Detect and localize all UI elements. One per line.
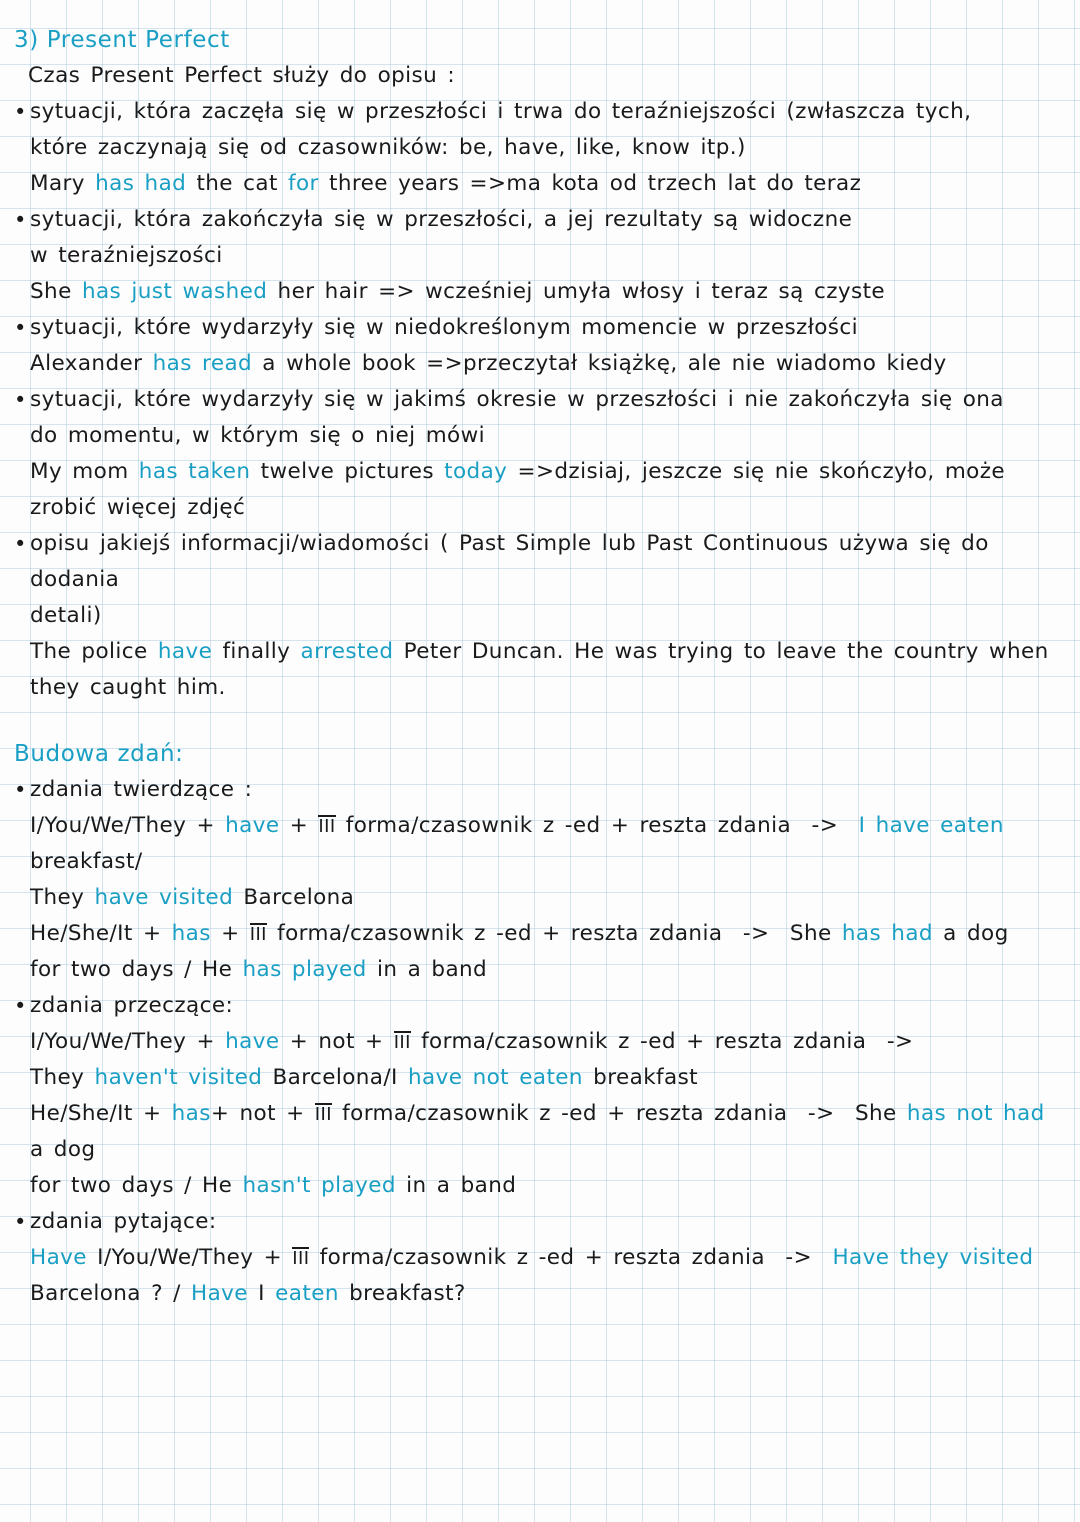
- bullet-dot-icon: •: [14, 100, 27, 124]
- highlighted-text: has: [171, 1101, 211, 1126]
- highlighted-text: I have eaten: [858, 813, 1004, 838]
- highlighted-text: has had: [95, 171, 187, 196]
- structure-formula-line: [14, 1276, 1054, 1312]
- example-sentence-continued: zrobić więcej zdjęć: [30, 495, 246, 520]
- plain-text: I/You/We/They +: [30, 1029, 226, 1054]
- bullet-dot-icon: •: [14, 388, 27, 412]
- usage-text-line: które zaczynają się od czasowników: be, have, like, know itp.): [30, 135, 746, 160]
- structure-formula-line: [14, 880, 1054, 916]
- usage-text-line: sytuacji, które wydarzyły się w niedokreślonym momencie w przeszłości: [30, 315, 859, 340]
- plain-text: twelve pictures: [250, 459, 445, 484]
- usage-bullet: [14, 94, 1054, 166]
- usage-text-line: detali): [30, 603, 102, 628]
- page-title: 3) Present Perfect: [14, 27, 230, 53]
- highlighted-text: has taken: [138, 459, 251, 484]
- bullet-dot-icon: •: [14, 778, 27, 802]
- section-structure-title: Budowa zdań:: [14, 741, 184, 767]
- plain-text: finally: [212, 639, 301, 664]
- plain-text: her hair => wcześniej umyła włosy i teraz są czyste: [267, 279, 886, 304]
- usage-bullet-body: [30, 526, 1054, 634]
- plain-text: The police: [30, 639, 158, 664]
- highlighted-text: has played: [242, 957, 367, 982]
- highlighted-text: has: [171, 921, 211, 946]
- plain-text: Mary: [30, 171, 96, 196]
- plain-text: breakfast/: [30, 813, 1015, 874]
- plain-text: + not +: [210, 1101, 315, 1126]
- plain-text: forma/czasownik z -ed + reszta zdania -> She: [331, 1101, 907, 1126]
- plain-text: forma/czasownik z -ed + reszta zdania ->: [410, 1029, 914, 1054]
- plain-text: III: [314, 1104, 332, 1125]
- plain-text: Barcelona ? /: [30, 1281, 192, 1306]
- plain-text: III: [393, 1032, 411, 1053]
- plain-text: breakfast: [582, 1065, 699, 1090]
- plain-text: He/She/It +: [30, 921, 172, 946]
- highlighted-text: Have: [191, 1281, 248, 1306]
- example-sentence-continued: they caught him.: [30, 675, 226, 700]
- intro-text: Czas Present Perfect służy do opisu :: [28, 63, 456, 88]
- bullet-dot-icon: •: [14, 1210, 27, 1234]
- structure-formula-line: [14, 1240, 1054, 1276]
- plain-text: + not +: [279, 1029, 394, 1054]
- bullet-dot-icon: •: [14, 208, 27, 232]
- plain-text: Peter Duncan. He was trying to leave the country when: [393, 639, 1049, 664]
- usage-text-line: sytuacji, która zaczęła się w przeszłości i trwa do teraźniejszości (zwłaszcza tych,: [30, 99, 972, 124]
- usage-bullet-body: [30, 94, 1054, 166]
- structure-formula-line: [14, 916, 1054, 952]
- usage-bullet: [14, 526, 1054, 634]
- plain-text: +: [279, 813, 319, 838]
- plain-text: I: [247, 1281, 276, 1306]
- plain-text: He/She/It +: [30, 1101, 172, 1126]
- highlighted-text: have: [225, 1029, 280, 1054]
- plain-text: Alexander: [30, 351, 153, 376]
- structure-formula-line: [14, 1024, 1054, 1060]
- plain-text: a dog: [30, 1101, 1055, 1162]
- usage-text-line: sytuacji, która zakończyła się w przeszłości, a jej rezultaty są widoczne: [30, 207, 853, 232]
- plain-text: I/You/We/They +: [86, 1245, 293, 1270]
- plain-text: III: [318, 816, 336, 837]
- highlighted-text: has had: [841, 921, 933, 946]
- highlighted-text: have not eaten: [408, 1065, 583, 1090]
- highlighted-text: has just washed: [81, 279, 268, 304]
- plain-text: She: [30, 279, 82, 304]
- plain-text: =>dzisiaj, jeszcze się nie skończyło, może: [507, 459, 1006, 484]
- structure-formula-line: [14, 952, 1054, 988]
- structure-formula-line: [14, 1168, 1054, 1204]
- bullet-dot-icon: •: [14, 532, 27, 556]
- structure-bullet: [14, 988, 1054, 1024]
- usage-bullet-body: [30, 202, 1054, 274]
- highlighted-text: Have: [30, 1245, 87, 1270]
- plain-text: in a band: [366, 957, 488, 982]
- plain-text: three years =>ma kota od trzech lat do teraz: [318, 171, 862, 196]
- usage-bullet-body: [30, 310, 1054, 346]
- plain-text: +: [210, 921, 250, 946]
- usage-text-line: w teraźniejszości: [30, 243, 223, 268]
- structure-bullet: [14, 1204, 1054, 1240]
- plain-text: Barcelona/I: [262, 1065, 409, 1090]
- usage-bullet-body: [30, 382, 1054, 454]
- highlighted-text: haven't visited: [94, 1065, 263, 1090]
- highlighted-text: have: [157, 639, 213, 664]
- plain-text: forma/czasownik z -ed + reszta zdania -> She: [266, 921, 842, 946]
- usage-text-line: opisu jakiejś informacji/wiadomości ( Past Simple lub Past Continuous używa się do dodania: [30, 531, 1000, 592]
- plain-text: III: [292, 1248, 310, 1269]
- structure-label: zdania twierdzące :: [30, 777, 253, 802]
- structure-list: [14, 772, 1054, 1312]
- plain-text: a dog: [932, 921, 1009, 946]
- highlighted-text: Have they visited: [832, 1245, 1034, 1270]
- plain-text: for two days / He: [30, 1173, 243, 1198]
- highlighted-text: hasn't played: [242, 1173, 396, 1198]
- example-sentence: [14, 166, 1054, 202]
- plain-text: in a band: [395, 1173, 517, 1198]
- usage-bullet: [14, 310, 1054, 346]
- plain-text: They: [30, 885, 95, 910]
- highlighted-text: today: [444, 459, 508, 484]
- structure-label: zdania pytające:: [30, 1209, 217, 1234]
- plain-text: I/You/We/They +: [30, 813, 226, 838]
- plain-text: Barcelona: [233, 885, 355, 910]
- usage-text-line: do momentu, w którym się o niej mówi: [30, 423, 485, 448]
- plain-text: breakfast?: [338, 1281, 466, 1306]
- example-sentence: [14, 454, 1054, 490]
- bullet-dot-icon: •: [14, 316, 27, 340]
- plain-text: for two days / He: [30, 957, 243, 982]
- highlighted-text: arrested: [300, 639, 394, 664]
- structure-label: zdania przeczące:: [30, 993, 234, 1018]
- plain-text: My mom: [30, 459, 139, 484]
- spacer: [14, 706, 1054, 736]
- usage-text-line: sytuacji, które wydarzyły się w jakimś okresie w przeszłości i nie zakończyła się ona: [30, 387, 1004, 412]
- structure-formula-line: [14, 808, 1054, 880]
- structure-bullet: [14, 772, 1054, 808]
- uses-list: [14, 94, 1054, 706]
- plain-text: forma/czasownik z -ed + reszta zdania ->: [335, 813, 859, 838]
- plain-text: a whole book =>przeczytał książkę, ale nie wiadomo kiedy: [252, 351, 947, 376]
- bullet-dot-icon: •: [14, 994, 27, 1018]
- structure-formula-line: [14, 1060, 1054, 1096]
- highlighted-text: has not had: [906, 1101, 1045, 1126]
- highlighted-text: for: [288, 171, 319, 196]
- highlighted-text: have: [225, 813, 280, 838]
- usage-bullet: [14, 382, 1054, 454]
- usage-bullet: [14, 202, 1054, 274]
- plain-text: III: [249, 924, 267, 945]
- example-sentence: [14, 634, 1054, 670]
- plain-text: They: [30, 1065, 95, 1090]
- structure-formula-line: [14, 1096, 1054, 1168]
- example-sentence: [14, 346, 1054, 382]
- example-sentence: [14, 274, 1054, 310]
- highlighted-text: has read: [152, 351, 253, 376]
- plain-text: forma/czasownik z -ed + reszta zdania ->: [309, 1245, 833, 1270]
- plain-text: the cat: [186, 171, 289, 196]
- highlighted-text: eaten: [275, 1281, 339, 1306]
- highlighted-text: have visited: [94, 885, 234, 910]
